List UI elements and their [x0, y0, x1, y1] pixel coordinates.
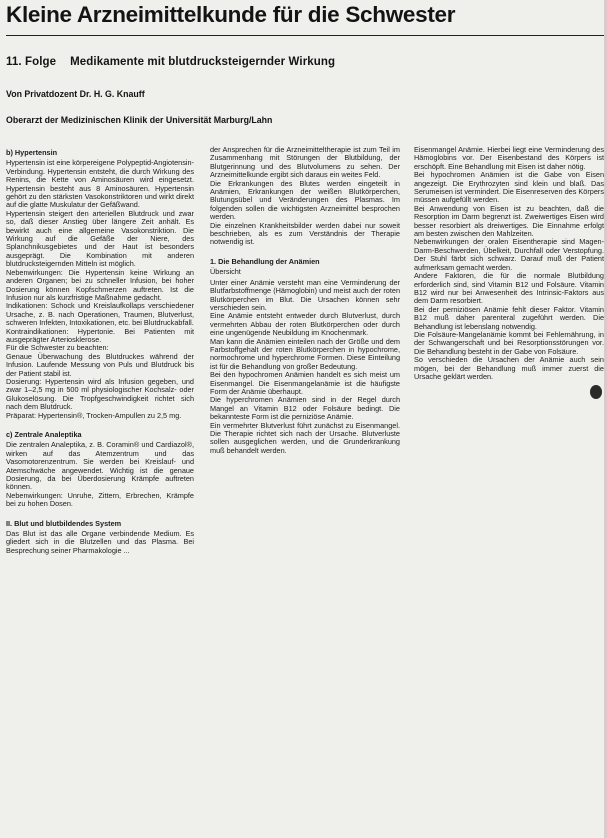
column-2	[210, 146, 400, 836]
paragraph: Die hyperchromen Anämien sind in der Regel durch Mangel an Vitamin B12 oder Folsäure bedingt. Die bekannteste Form ist die perniziöse Anämie.	[210, 395, 400, 422]
series-topic: Medikamente mit blutdrucksteigernder Wirkung	[70, 56, 336, 68]
paragraph: der Ansprechen für die Arzneimitteltherapie ist zum Teil im Zusammenhang mit Störungen der Blutbildung, der Blutgerinnung und des Blutvolumens zu sehen. Der Arzneimittelkunde ergibt sich daraus ein weites Feld.	[210, 146, 400, 180]
section-heading: II. Blut und blutbildendes System	[6, 518, 122, 528]
punch-hole-mark	[590, 385, 602, 399]
affiliation-line: Oberarzt der Medizinischen Klinik der Universität Marburg/Lahn	[6, 115, 273, 125]
paragraph: Nebenwirkungen: Die Hypertensin keine Wirkung an anderen Organen; bei zu schneller Infusion, bei hoher Dosierung können Kopfschmerzen auftreten. Ist die Infusion nur als kurzfristige Maßnahme gedacht.	[6, 267, 194, 302]
paragraph: Die einzelnen Krankheitsbilder werden dabei nur soweit beschrieben, als es zum Verständnis der Therapie notwendig ist.	[210, 220, 400, 247]
paragraph: Bei der perniziösen Anämie fehlt dieser Faktor. Vitamin B12 muß daher parenteral zugeführt werden. Die Behandlung ist lebenslang notwendig.	[414, 304, 604, 331]
paragraph: So verschieden die Ursachen der Anämie auch sein mögen, bei der Behandlung muß immer zuerst die Ursache geklärt werden.	[414, 355, 604, 381]
section-heading: 1. Die Behandlung der Anämien	[210, 256, 320, 266]
paragraph: Bei den hypochromen Anämien handelt es sich meist um Eisenmangel. Die Eisenmangelanämie ist die häufigste Form der Anämie überhaupt.	[210, 370, 400, 396]
paragraph: Die Folsäure-Mangelanämie kommt bei Fehlernährung, in der Schwangerschaft und bei Resorptionsstörungen vor. Die Behandlung besteht in der Gabe von Folsäure.	[414, 329, 604, 356]
paragraph: Man kann die Anämien einteilen nach der Größe und dem Farbstoffgehalt der roten Blutkörperchen in hypochrome, normochrome und hyperchrome Formen. Diese Einteilung ist für die Behandlung von großer Bedeutung.	[210, 336, 400, 371]
paragraph: Dosierung: Hypertensin wird als Infusion gegeben, und zwar 1–2,5 mg in 500 ml physiologischer Kochsalz- oder Glukoselösung. Die Tropfgeschwindigkeit richtet sich nach dem Blutdruck.	[6, 376, 194, 412]
paragraph: Ein vermehrter Blutverlust führt zunächst zu Eisenmangel. Die Therapie richtet sich nach der Ursache. Blutverluste sollen ausgeglichen werden, und die Grunderkrankung muß behandelt werden.	[210, 420, 400, 455]
paragraph: Indikationen: Schock und Kreislaufkollaps verschiedener Ursache, z. B. nach Operationen, Traumen, Blutverlust, schweren Infekten, Intoxikationen, etc. bei Blutdruckabfall.	[6, 301, 194, 328]
paragraph: Das Blut ist das alle Organe verbindende Medium. Es gliedert sich in die Blutzellen und das Plasma. Bei Besprechung seiner Pharmakologie ...	[6, 529, 194, 555]
author-line: Von Privatdozent Dr. H. G. Knauff	[6, 89, 145, 99]
paragraph: Bei Anwendung von Eisen ist zu beachten, daß die Resorption im Darm begrenzt ist. Zweiwertiges Eisen wird besser resorbiert als dreiwertiges. Die Einnahme erfolgt am besten zwischen den Mahlzeiten.	[414, 203, 604, 239]
paragraph: Kontraindikationen: Hypertonie. Bei Patienten mit ausgeprägter Arteriosklerose.	[6, 326, 194, 344]
paragraph: Genaue Überwachung des Blutdruckes während der Infusion. Laufende Messung von Puls und Blutdruck bis der Patient stabil ist.	[6, 351, 194, 378]
paragraph: Hypertensin steigert den arteriellen Blutdruck und zwar so, daß dieser Anstieg über längere Zeit anhält. Es bewirkt auch eine allgemeine Vasokonstriktion. Die Wirkung auf die Gefäße der Niere, des Splanchnikusgebietes und der Haut ist besonders ausgeprägt. Die Kombination mit anderen blutdrucksteigernden Mitteln ist möglich.	[6, 208, 194, 269]
column-3	[414, 146, 604, 836]
section-heading: b) Hypertensin	[6, 148, 58, 157]
column-1	[6, 146, 194, 836]
paragraph: Präparat: Hypertensin®, Trocken-Ampullen zu 2,5 mg.	[6, 410, 182, 420]
paragraph: Bei hypochromen Anämien ist die Gabe von Eisen angezeigt. Die Erythrozyten sind klein und blaß. Das Serumeisen ist vermindert. Die Eisenreserven des Körpers müssen aufgefüllt werden.	[414, 170, 604, 205]
paragraph: Für die Schwester zu beachten:	[6, 343, 109, 353]
series-number: 11. Folge	[6, 56, 57, 68]
paragraph: Andere Faktoren, die für die normale Blutbildung erforderlich sind, sind Vitamin B12 und Folsäure. Vitamin B12 wird nur bei Anwesenheit des Intrinsic-Faktors aus dem Darm resorbiert.	[414, 271, 604, 306]
subheading: Übersicht	[210, 267, 241, 277]
paragraph: Nebenwirkungen: Unruhe, Zittern, Erbrechen, Krämpfe bei zu hohen Dosen.	[6, 490, 194, 509]
paragraph: Hypertensin ist eine körpereigene Polypeptid-Angiotensin-Verbindung. Hypertensin entsteht, die durch Wirkung des Renins, die Kette von Aminosäuren wird eingesetzt. Hypertensin besteht aus 8 Aminosäuren. Hypertensin gehört zu den stärksten Vasokonstriktoren und wirkt direkt auf die glatte Muskulatur der Gefäßwand.	[6, 158, 194, 210]
title-rule	[6, 35, 604, 36]
article-title: Kleine Arzneimittelkunde für die Schwester	[6, 2, 456, 27]
paragraph: Die Erkrankungen des Blutes werden eingeteilt in Anämien, Erkrankungen der weißen Blutkörperchen, Blutungsübel und Veränderungen des Plasmas. Im folgenden sollen die wichtigsten Arzneimittel besprochen werden.	[210, 178, 400, 222]
paragraph: Eine Anämie entsteht entweder durch Blutverlust, durch vermehrten Abbau der roten Blutkörperchen oder durch eine ungenügende Neubildung im Knochenmark.	[210, 311, 400, 338]
paragraph: Unter einer Anämie versteht man eine Verminderung der Blutfarbstoffmenge (Hämoglobin) und meist auch der roten Blutkörperchen im Blut. Die Ursachen können sehr verschieden sein.	[210, 277, 400, 312]
paragraph: Die zentralen Analeptika, z. B. Coramin® und Cardiazol®, wirken auf das Atemzentrum und das Vasomotorenzentrum. Sie werden bei Kreislauf- und Atemschwäche angewendet. Wichtig ist die genaue Dosierung, da bei Überdosierung Krämpfe auftreten können.	[6, 440, 194, 492]
section-heading: c) Zentrale Analeptika	[6, 430, 82, 439]
series-line	[6, 56, 335, 68]
paragraph: Nebenwirkungen der oralen Eisentherapie sind Magen-Darm-Beschwerden, Übelkeit, Durchfall oder Verstopfung. Der Stuhl färbt sich schwarz. Darauf muß der Patient aufmerksam gemacht werden.	[414, 237, 604, 272]
paragraph: Eisenmangel Anämie. Hierbei liegt eine Verminderung des Hämoglobins vor. Der Eisenbestand des Körpers ist erschöpft. Eine Behandlung mit Eisen ist daher nötig.	[414, 146, 604, 171]
